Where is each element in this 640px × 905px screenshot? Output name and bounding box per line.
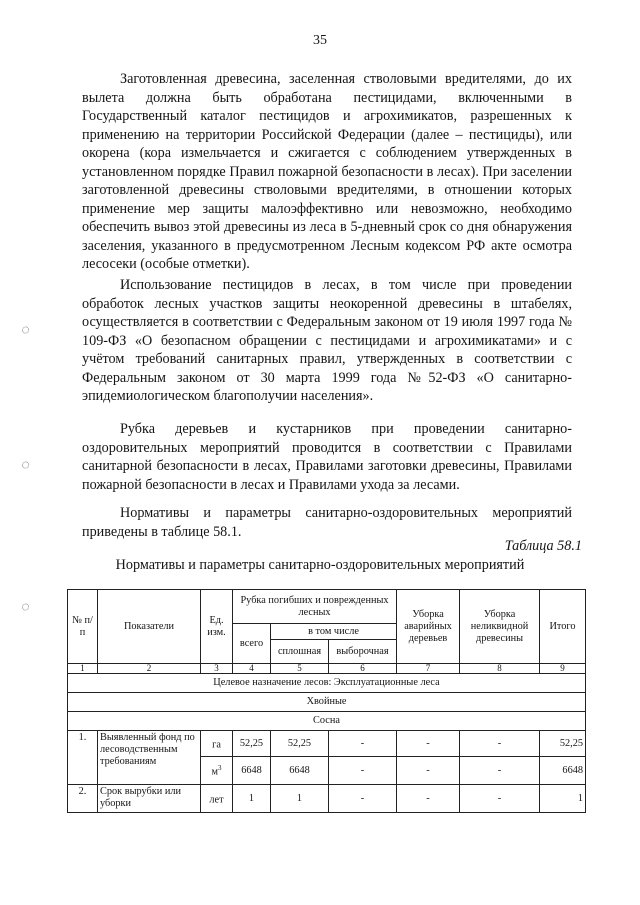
column-number: 7 [397, 664, 460, 674]
cell-total-all: 1 [233, 785, 271, 813]
paragraph-pesticides [82, 276, 572, 406]
cell-total-all: 6648 [233, 757, 271, 785]
column-number: 8 [460, 664, 540, 674]
row-indicator: Срок вырубки или уборки [98, 785, 201, 813]
cell-nonliquid: - [460, 731, 540, 757]
header-total: Итого [540, 590, 586, 664]
margin-mark: ◌ [18, 321, 34, 340]
cell-total-all: 52,25 [233, 731, 271, 757]
margin-mark: ◌ [18, 456, 34, 475]
cell-nonliquid: - [460, 785, 540, 813]
unit-text: м [211, 766, 219, 778]
cell-selective: - [329, 757, 397, 785]
table-row [68, 731, 586, 757]
paragraph-text: Рубка деревьев и кустарников при проведении санитарно-оздоровительных мероприятий проводится в соответствии с Правилами санитарной безопасности в лесах, Правилами заготовки древесины, Правилами пожарной безопасности в лесах и Правилами ухода за лесами. [82, 421, 572, 493]
header-incl: в том числе [271, 624, 397, 640]
row-unit [201, 731, 233, 757]
header-nonliquid: Уборка неликвидной древесины [460, 590, 540, 664]
row-unit [201, 785, 233, 813]
cell-emergency: - [397, 731, 460, 757]
unit-superscript: 3 [218, 764, 222, 773]
unit-text: га [212, 739, 221, 751]
page-number: 35 [313, 33, 327, 48]
margin-mark: ◌ [18, 598, 34, 617]
cell-clear: 1 [271, 785, 329, 813]
cell-total: 6648 [540, 757, 586, 785]
cell-nonliquid: - [460, 757, 540, 785]
paragraph-felling [82, 420, 572, 494]
norms-table [67, 589, 586, 813]
header-num: № п/п [68, 590, 98, 664]
group-row-purpose: Целевое назначение лесов: Эксплуатационные леса [68, 674, 586, 693]
table-row [68, 785, 586, 813]
column-number: 3 [201, 664, 233, 674]
column-number: 2 [98, 664, 201, 674]
column-number: 1 [68, 664, 98, 674]
paragraph-text: Заготовленная древесина, заселенная стволовыми вредителями, до их вылета должна быть обработана пестицидами, включенными в Государственный каталог пестицидов и агрохимикатов, разрешенных к применению на территории Российской Федерации (далее – пестициды), или окорена (кора измельчается и сжигается с соблюдением утвержденных в установленном порядке Правил пожарной безопасности в лесах). При заселении заготовленной древесины стволовыми вредителями, в отношении которых применение мер защиты малоэффективно или невозможно, необходимо обеспечить вывоз этой древесины из леса в 5-дневный срок со дня обнаружения заселения, указанного в предусмотренном Лесным кодексом РФ акте осмотра лесосеки (особые отметки). [82, 71, 572, 272]
table-caption: Таблица 58.1 [504, 538, 582, 554]
column-number: 6 [329, 664, 397, 674]
header-indicator: Показатели [98, 590, 201, 664]
cell-selective: - [329, 785, 397, 813]
column-number: 4 [233, 664, 271, 674]
header-total-all: всего [233, 624, 271, 664]
cell-clear: 6648 [271, 757, 329, 785]
cell-selective: - [329, 731, 397, 757]
unit-text: лет [209, 794, 224, 806]
paragraph-wood-treatment [82, 70, 572, 274]
cell-clear: 52,25 [271, 731, 329, 757]
header-unit: Ед. изм. [201, 590, 233, 664]
cell-total: 52,25 [540, 731, 586, 757]
header-felling: Рубка погибших и поврежденных лесных [233, 590, 397, 624]
header-clear: сплошная [271, 640, 329, 664]
row-num: 1. [68, 731, 98, 785]
paragraph-table-intro [82, 504, 572, 541]
row-num: 2. [68, 785, 98, 813]
cell-emergency: - [397, 785, 460, 813]
header-selective: выборочная [329, 640, 397, 664]
group-row-conifer: Хвойные [68, 693, 586, 712]
column-number: 9 [540, 664, 586, 674]
header-emergency: Уборка аварийных деревьев [397, 590, 460, 664]
group-row-pine: Сосна [68, 712, 586, 731]
row-unit [201, 757, 233, 785]
paragraph-text: Использование пестицидов в лесах, в том числе при проведении обработок лесных участков защиты неокоренной древесины в штабелях, осуществляется в соответствии с Федеральным законом от 19 июля 1997 года № 109-ФЗ «О безопасном обращении с пестицидами и агрохимикатами» и с учётом требований санитарных правил, утвержденных в соответствии с Федеральным законом от 30 марта 1999 года №52-ФЗ «О санитарно-эпидемиологическом благополучии населения». [82, 277, 572, 404]
cell-total: 1 [540, 785, 586, 813]
paragraph-text: Нормативы и параметры санитарно-оздоровительных мероприятий приведены в таблице 58.1. [82, 505, 572, 540]
column-number: 5 [271, 664, 329, 674]
row-indicator: Выявленный фонд по лесоводственным требованиям [98, 731, 201, 785]
table-title: Нормативы и параметры санитарно-оздоровительных мероприятий [115, 557, 525, 573]
cell-emergency: - [397, 757, 460, 785]
